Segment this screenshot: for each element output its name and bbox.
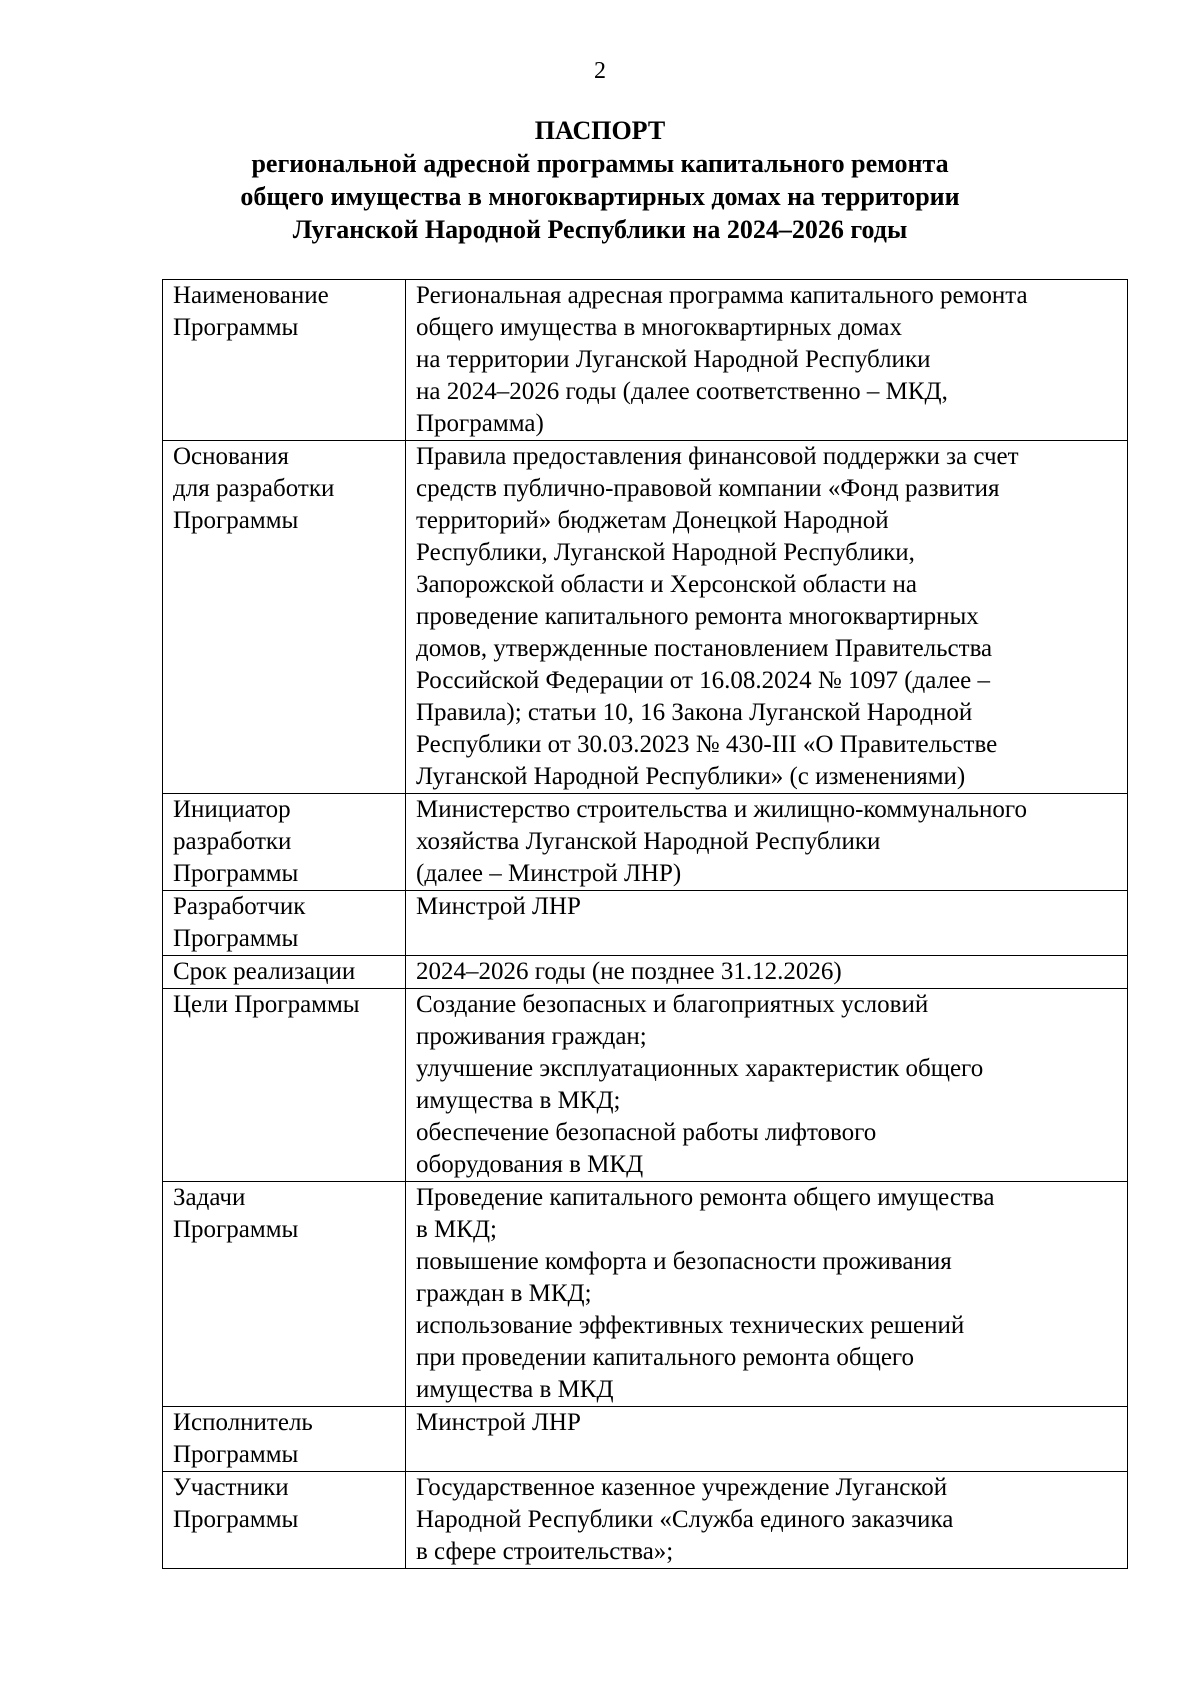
row-value-line: Минстрой ЛНР: [416, 893, 581, 920]
row-value-line: при проведении капитального ремонта общего: [416, 1344, 915, 1371]
row-value-line: средств публично-правовой компании «Фонд развития: [416, 475, 1000, 502]
row-label-cell: [163, 1182, 406, 1407]
page-number: 2: [594, 58, 606, 84]
passport-table-body: [163, 280, 1128, 1569]
row-value-line: улучшение эксплуатационных характеристик общего: [416, 1055, 984, 1082]
table-row: [163, 280, 1128, 441]
row-label-line: Исполнитель: [173, 1409, 313, 1436]
row-value-line: проживания граждан;: [416, 1023, 647, 1050]
row-value-line: Государственное казенное учреждение Луганской: [416, 1474, 948, 1501]
document-title: [0, 114, 1200, 246]
row-value-line: 2024–2026 годы (не позднее 31.12.2026): [416, 958, 842, 985]
row-label-cell: [163, 280, 406, 441]
row-label-cell: [163, 794, 406, 891]
row-value-line: Региональная адресная программа капитального ремонта: [416, 282, 1028, 309]
row-label-line: Программы: [173, 1441, 299, 1468]
title-line-4: Луганской Народной Республики на 2024–2026 годы: [292, 215, 908, 244]
table-row: [163, 441, 1128, 794]
row-value-line: на 2024–2026 годы (далее соответственно – МКД,: [416, 378, 948, 405]
table-row: [163, 1182, 1128, 1407]
row-value-cell: [406, 280, 1128, 441]
row-label-line: Программы: [173, 860, 299, 887]
row-value-line: в МКД;: [416, 1216, 497, 1243]
row-value-line: Правила); статьи 10, 16 Закона Луганской Народной: [416, 699, 973, 726]
row-value-line: обеспечение безопасной работы лифтового: [416, 1119, 877, 1146]
row-label-line: Программы: [173, 1216, 299, 1243]
row-value-line: в сфере строительства»;: [416, 1538, 674, 1565]
row-value-line: имущества в МКД;: [416, 1087, 621, 1114]
row-value-cell: [406, 1472, 1128, 1569]
row-value-line: Российской Федерации от 16.08.2024 № 1097 (далее –: [416, 667, 990, 694]
row-label-cell: [163, 1472, 406, 1569]
row-value-line: Луганской Народной Республики» (с изменениями): [416, 763, 966, 790]
row-value-line: домов, утвержденные постановлением Правительства: [416, 635, 993, 662]
row-label-cell: [163, 956, 406, 989]
row-label-line: Программы: [173, 925, 299, 952]
title-line-1: ПАСПОРТ: [534, 116, 666, 145]
table-row: [163, 956, 1128, 989]
row-value-line: использование эффективных технических решений: [416, 1312, 965, 1339]
row-value-line: Министерство строительства и жилищно-коммунального: [416, 796, 1028, 823]
row-label-line: Инициатор: [173, 796, 291, 823]
row-value-cell: [406, 1182, 1128, 1407]
row-value-line: (далее – Минстрой ЛНР): [416, 860, 682, 887]
row-value-line: общего имущества в многоквартирных домах: [416, 314, 902, 341]
row-value-line: территорий» бюджетам Донецкой Народной: [416, 507, 889, 534]
row-value-line: Народной Республики «Служба единого заказчика: [416, 1506, 954, 1533]
passport-table: [162, 279, 1128, 1569]
row-value-cell: [406, 441, 1128, 794]
row-label-line: Задачи: [173, 1184, 246, 1211]
row-value-line: граждан в МКД;: [416, 1280, 592, 1307]
row-value-cell: [406, 989, 1128, 1182]
row-label-cell: [163, 891, 406, 956]
row-value-line: Республики, Луганской Народной Республики,: [416, 539, 915, 566]
row-value-cell: [406, 794, 1128, 891]
row-label-line: Цели Программы: [173, 991, 360, 1018]
row-value-line: оборудования в МКД: [416, 1151, 644, 1178]
row-label-line: разработки: [173, 828, 292, 855]
row-value-line: повышение комфорта и безопасности проживания: [416, 1248, 952, 1275]
row-label-line: Основания: [173, 443, 289, 470]
row-label-cell: [163, 441, 406, 794]
table-row: [163, 989, 1128, 1182]
row-label-line: Программы: [173, 1506, 299, 1533]
row-value-cell: [406, 891, 1128, 956]
row-value-line: Республики от 30.03.2023 № 430-III «О Правительстве: [416, 731, 998, 758]
row-value-line: Минстрой ЛНР: [416, 1409, 581, 1436]
table-row: [163, 1472, 1128, 1569]
row-label-line: Программы: [173, 507, 299, 534]
row-value-cell: [406, 956, 1128, 989]
row-label-line: Наименование: [173, 282, 329, 309]
row-value-line: проведение капитального ремонта многоквартирных: [416, 603, 979, 630]
row-label-line: Программы: [173, 314, 299, 341]
row-value-line: хозяйства Луганской Народной Республики: [416, 828, 881, 855]
row-label-line: для разработки: [173, 475, 335, 502]
title-line-2: региональной адресной программы капитального ремонта: [251, 149, 949, 178]
row-label-cell: [163, 1407, 406, 1472]
row-label-line: Срок реализации: [173, 958, 356, 985]
row-value-line: Программа): [416, 410, 544, 437]
row-value-line: на территории Луганской Народной Республики: [416, 346, 931, 373]
table-row: [163, 794, 1128, 891]
row-label-line: Участники: [173, 1474, 289, 1501]
title-line-3: общего имущества в многоквартирных домах на территории: [240, 182, 960, 211]
row-label-line: Разработчик: [173, 893, 306, 920]
row-label-cell: [163, 989, 406, 1182]
row-value-cell: [406, 1407, 1128, 1472]
row-value-line: Проведение капитального ремонта общего имущества: [416, 1184, 995, 1211]
table-row: [163, 891, 1128, 956]
row-value-line: имущества в МКД: [416, 1376, 614, 1403]
row-value-line: Запорожской области и Херсонской области на: [416, 571, 917, 598]
row-value-line: Создание безопасных и благоприятных условий: [416, 991, 929, 1018]
row-value-line: Правила предоставления финансовой поддержки за счет: [416, 443, 1019, 470]
table-row: [163, 1407, 1128, 1472]
